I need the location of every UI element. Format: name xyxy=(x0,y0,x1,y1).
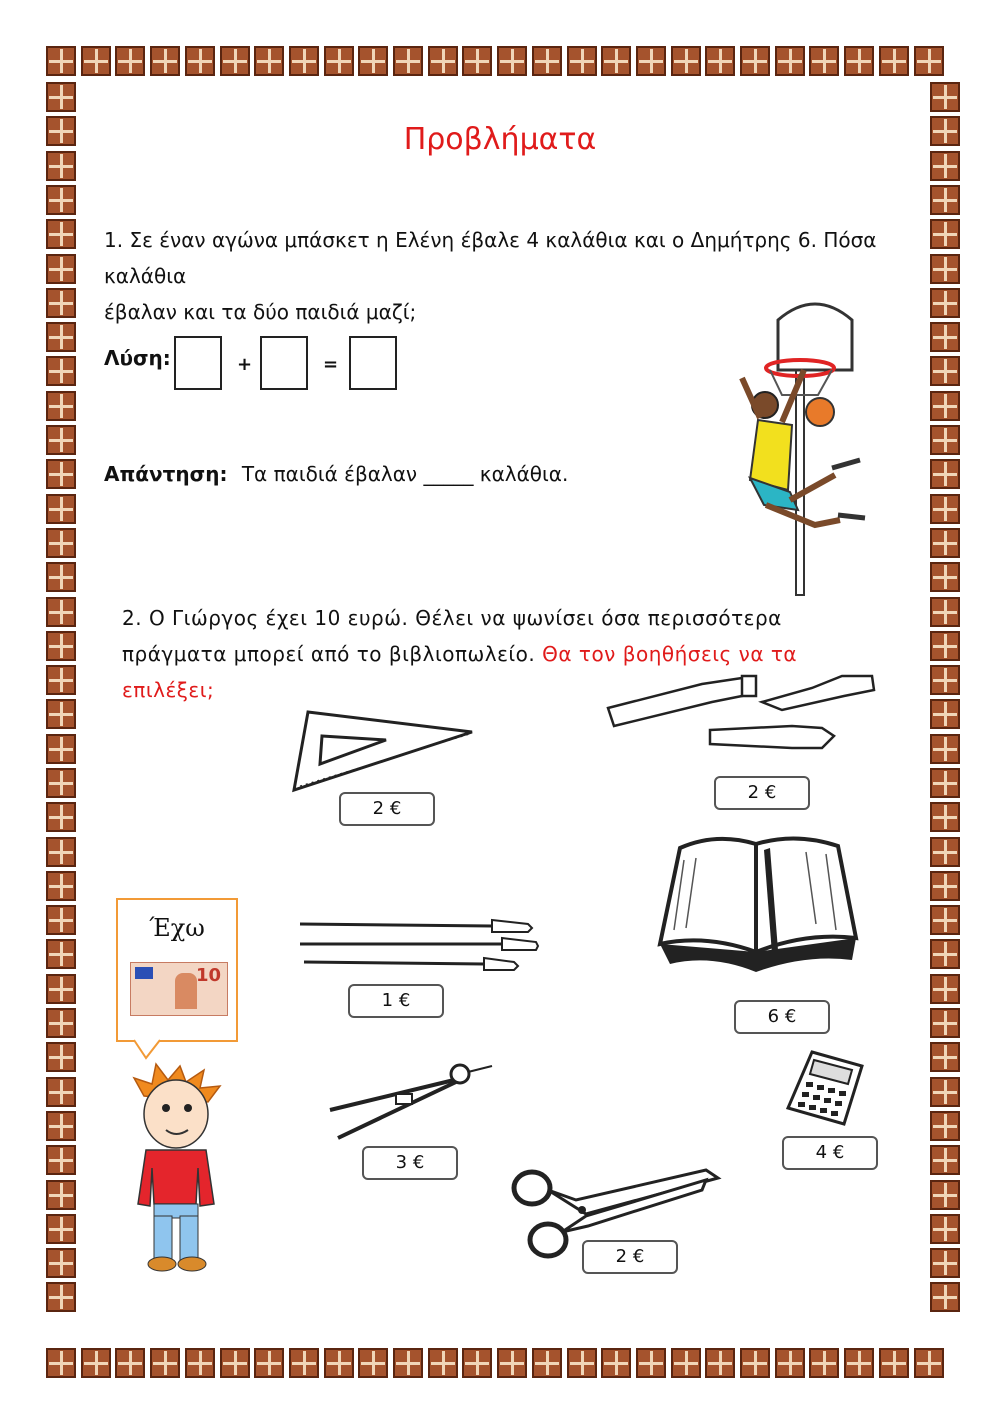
border-brick xyxy=(46,1348,76,1378)
border-brick xyxy=(81,1348,111,1378)
price-tag-calculator: 4 € xyxy=(782,1136,878,1170)
boy-illustration xyxy=(130,1064,226,1276)
border-brick xyxy=(497,46,527,76)
border-brick xyxy=(81,46,111,76)
border-brick xyxy=(930,1248,960,1278)
border-brick xyxy=(46,288,76,318)
border-brick xyxy=(46,185,76,215)
border-brick xyxy=(185,1348,215,1378)
border-brick xyxy=(46,597,76,627)
border-brick xyxy=(115,46,145,76)
book-illustration xyxy=(656,834,862,984)
border-brick xyxy=(930,905,960,935)
border-brick xyxy=(46,837,76,867)
border-brick xyxy=(46,219,76,249)
problem-2-line-3: επιλέξει; xyxy=(122,678,215,702)
border-brick xyxy=(930,1042,960,1072)
border-brick xyxy=(46,1214,76,1244)
border-brick xyxy=(930,425,960,455)
border-brick xyxy=(775,46,805,76)
speech-bubble-text: Έχω xyxy=(149,914,205,942)
border-brick xyxy=(46,1077,76,1107)
border-brick xyxy=(930,597,960,627)
border-brick xyxy=(220,1348,250,1378)
equals-sign: = xyxy=(323,354,339,375)
border-brick xyxy=(775,1348,805,1378)
border-brick xyxy=(46,459,76,489)
border-brick xyxy=(46,254,76,284)
border-brick xyxy=(879,1348,909,1378)
border-brick xyxy=(930,322,960,352)
border-brick xyxy=(636,1348,666,1378)
border-brick xyxy=(46,665,76,695)
border-brick xyxy=(636,46,666,76)
price-tag-triangle-ruler: 2 € xyxy=(339,792,435,826)
plus-sign: + xyxy=(237,354,253,375)
border-brick xyxy=(930,391,960,421)
border-brick xyxy=(671,46,701,76)
speech-bubble xyxy=(116,898,238,1042)
border-brick xyxy=(46,871,76,901)
border-brick xyxy=(46,1042,76,1072)
border-brick xyxy=(844,1348,874,1378)
border-brick xyxy=(930,1111,960,1141)
border-brick xyxy=(567,1348,597,1378)
price-tag-paintbrushes: 1 € xyxy=(348,984,444,1018)
border-brick xyxy=(930,219,960,249)
border-brick xyxy=(532,1348,562,1378)
problem-2-line-2-red: Θα τον βοηθήσεις να τα xyxy=(542,642,798,666)
border-brick xyxy=(601,46,631,76)
border-brick xyxy=(930,185,960,215)
markers-illustration xyxy=(602,668,878,760)
border-brick xyxy=(844,46,874,76)
border-brick xyxy=(46,1180,76,1210)
border-brick xyxy=(930,528,960,558)
price-tag-compass: 3 € xyxy=(362,1146,458,1180)
border-brick xyxy=(289,1348,319,1378)
border-brick xyxy=(930,631,960,661)
border-brick xyxy=(705,1348,735,1378)
border-brick xyxy=(46,802,76,832)
border-brick xyxy=(930,871,960,901)
border-brick xyxy=(393,1348,423,1378)
border-brick xyxy=(930,939,960,969)
border-brick xyxy=(46,46,76,76)
border-brick xyxy=(46,699,76,729)
addend-1-box[interactable] xyxy=(174,336,222,390)
border-brick xyxy=(46,939,76,969)
border-brick xyxy=(809,1348,839,1378)
border-brick xyxy=(46,82,76,112)
addend-2-box[interactable] xyxy=(260,336,308,390)
banknote-value: 10 xyxy=(195,965,221,986)
border-brick xyxy=(46,391,76,421)
border-brick xyxy=(46,734,76,764)
problem-2-line-2-black: πράγματα μπορεί από το βιβλιοπωλείο. xyxy=(122,642,543,666)
border-brick xyxy=(254,46,284,76)
border-brick xyxy=(462,1348,492,1378)
border-brick xyxy=(930,699,960,729)
border-brick xyxy=(324,46,354,76)
border-brick xyxy=(930,82,960,112)
border-brick xyxy=(428,46,458,76)
border-brick xyxy=(115,1348,145,1378)
problem-2-line-1: 2. Ο Γιώργος έχει 10 ευρώ. Θέλει να ψωνίσει όσα περισσότερα xyxy=(122,606,782,630)
border-brick xyxy=(150,1348,180,1378)
border-brick xyxy=(930,802,960,832)
border-brick xyxy=(46,1145,76,1175)
triangle-ruler-illustration xyxy=(290,708,480,794)
border-brick xyxy=(740,1348,770,1378)
border-brick xyxy=(393,46,423,76)
border-brick xyxy=(567,46,597,76)
border-brick xyxy=(150,46,180,76)
border-brick xyxy=(930,288,960,318)
border-brick xyxy=(46,905,76,935)
border-brick xyxy=(930,665,960,695)
border-brick xyxy=(46,1111,76,1141)
basketball-player-illustration xyxy=(720,300,880,595)
border-brick xyxy=(930,1145,960,1175)
border-brick xyxy=(740,46,770,76)
border-brick xyxy=(46,974,76,1004)
answer-line xyxy=(104,462,568,486)
border-brick xyxy=(46,425,76,455)
border-brick xyxy=(879,46,909,76)
border-brick xyxy=(930,562,960,592)
border-brick xyxy=(46,1248,76,1278)
border-brick xyxy=(930,837,960,867)
price-tag-book: 6 € xyxy=(734,1000,830,1034)
page-title: Προβλήματα xyxy=(403,122,597,157)
border-brick xyxy=(46,768,76,798)
border-brick xyxy=(930,1214,960,1244)
border-brick xyxy=(220,46,250,76)
border-brick xyxy=(428,1348,458,1378)
border-brick xyxy=(930,768,960,798)
border-brick xyxy=(930,459,960,489)
border-brick xyxy=(46,322,76,352)
border-brick xyxy=(324,1348,354,1378)
border-brick xyxy=(358,1348,388,1378)
border-brick xyxy=(930,494,960,524)
banknote-10-euro xyxy=(130,962,228,1016)
border-brick xyxy=(46,631,76,661)
border-brick xyxy=(532,46,562,76)
border-brick xyxy=(185,46,215,76)
border-brick xyxy=(289,46,319,76)
border-brick xyxy=(671,1348,701,1378)
border-brick xyxy=(46,1282,76,1312)
border-brick xyxy=(930,1180,960,1210)
border-brick xyxy=(254,1348,284,1378)
calculator-illustration xyxy=(784,1048,866,1126)
border-brick xyxy=(930,254,960,284)
border-brick xyxy=(46,1008,76,1038)
price-tag-scissors: 2 € xyxy=(582,1240,678,1274)
border-brick xyxy=(930,1282,960,1312)
border-brick xyxy=(46,494,76,524)
border-brick xyxy=(930,356,960,386)
border-brick xyxy=(930,974,960,1004)
border-brick xyxy=(46,562,76,592)
answer-text: Τα παιδιά έβαλαν _____ καλάθια. xyxy=(241,462,569,486)
problem-1-line-1: 1. Σε έναν αγώνα μπάσκετ η Ελένη έβαλε 4 καλάθια και ο Δημήτρης 6. Πόσα καλάθια xyxy=(104,228,877,288)
border-brick xyxy=(462,46,492,76)
border-brick xyxy=(601,1348,631,1378)
answer-label: Απάντηση: xyxy=(104,462,228,486)
border-brick xyxy=(705,46,735,76)
border-brick xyxy=(46,528,76,558)
border-brick xyxy=(809,46,839,76)
border-brick xyxy=(914,1348,944,1378)
speech-bubble-tail xyxy=(134,1040,164,1060)
problem-1-line-2: έβαλαν και τα δύο παιδιά μαζί; xyxy=(104,300,417,324)
border-brick xyxy=(930,1077,960,1107)
problem-2-line-2 xyxy=(122,636,862,672)
border-brick xyxy=(46,356,76,386)
solution-label: Λύση: xyxy=(104,346,171,370)
border-brick xyxy=(497,1348,527,1378)
border-brick xyxy=(358,46,388,76)
border-brick xyxy=(930,1008,960,1038)
sum-box[interactable] xyxy=(349,336,397,390)
price-tag-markers: 2 € xyxy=(714,776,810,810)
paintbrushes-illustration xyxy=(296,918,546,972)
compass-illustration xyxy=(326,1060,496,1140)
border-brick xyxy=(930,734,960,764)
border-brick xyxy=(914,46,944,76)
